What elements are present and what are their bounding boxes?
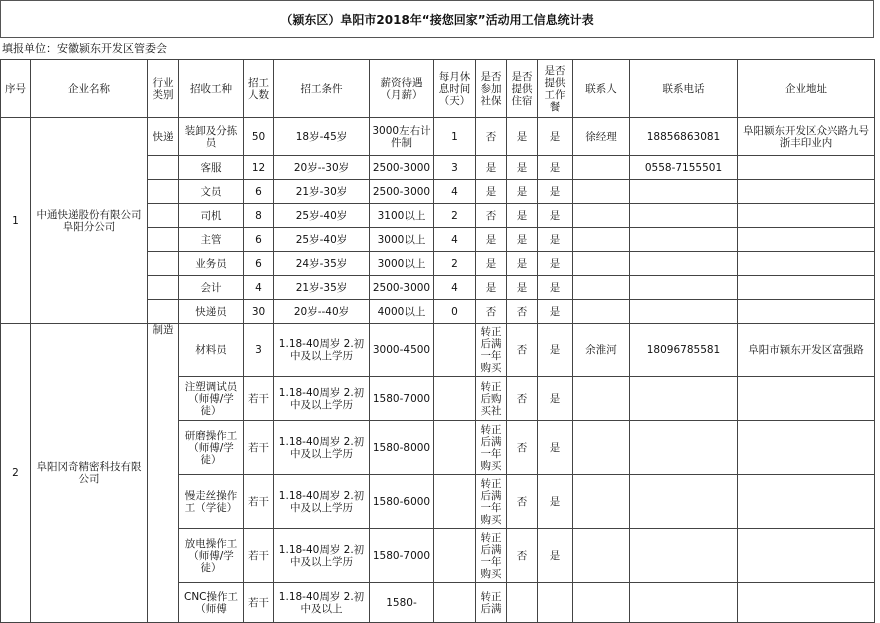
headcount: 若干 (244, 583, 274, 623)
rest-days: 4 (434, 276, 476, 300)
col-header: 薪资待遇（月薪） (370, 60, 434, 118)
social-insurance: 是 (476, 252, 507, 276)
requirements: 25岁-40岁 (274, 228, 370, 252)
requirements: 21岁-35岁 (274, 276, 370, 300)
headcount: 8 (244, 204, 274, 228)
job-title: 客服 (179, 156, 244, 180)
contact-phone: 0558-7155501 (630, 156, 738, 180)
rest-days: 4 (434, 180, 476, 204)
social-insurance: 是 (476, 276, 507, 300)
requirements: 1.18-40周岁 2.初中及以上学历 (274, 377, 370, 421)
salary: 1580-7000 (370, 529, 434, 583)
meals: 是 (538, 529, 573, 583)
salary: 3000左右计件制 (370, 118, 434, 156)
company-address (738, 204, 875, 228)
requirements: 1.18-40周岁 2.初中及以上学历 (274, 324, 370, 377)
housing: 否 (507, 529, 538, 583)
headcount: 若干 (244, 475, 274, 529)
contact-phone (630, 300, 738, 324)
company-address (738, 276, 875, 300)
col-header: 招工人数 (244, 60, 274, 118)
headcount: 6 (244, 228, 274, 252)
contact-person (573, 377, 630, 421)
meals: 是 (538, 204, 573, 228)
salary: 1580- (370, 583, 434, 623)
social-insurance: 转正后满一年购买 (476, 529, 507, 583)
job-title: 装卸及分拣员 (179, 118, 244, 156)
rest-days: 1 (434, 118, 476, 156)
contact-phone (630, 276, 738, 300)
contact-phone: 18856863081 (630, 118, 738, 156)
contact-phone (630, 529, 738, 583)
salary: 3000-4500 (370, 324, 434, 377)
headcount: 若干 (244, 529, 274, 583)
housing: 是 (507, 228, 538, 252)
contact-phone (630, 583, 738, 623)
social-insurance: 转正后满一年购买 (476, 421, 507, 475)
header-row (1, 60, 875, 118)
contact-person (573, 529, 630, 583)
contact-phone (630, 180, 738, 204)
company-address: 阜阳颍东开发区众兴路九号浙丰印业内 (738, 118, 875, 156)
salary: 1580-7000 (370, 377, 434, 421)
requirements: 20岁--40岁 (274, 300, 370, 324)
job-title: 业务员 (179, 252, 244, 276)
company-address (738, 377, 875, 421)
col-header: 企业地址 (738, 60, 875, 118)
contact-person (573, 228, 630, 252)
col-header: 是否参加社保 (476, 60, 507, 118)
housing (507, 583, 538, 623)
rest-days (434, 583, 476, 623)
contact-person (573, 180, 630, 204)
rest-days: 2 (434, 252, 476, 276)
social-insurance: 是 (476, 180, 507, 204)
company-name: 中通快递股份有限公司阜阳分公司 (31, 118, 148, 324)
company-address (738, 180, 875, 204)
recruitment-table (0, 59, 875, 623)
job-title: 文员 (179, 180, 244, 204)
meals: 是 (538, 252, 573, 276)
industry (148, 204, 179, 228)
job-title: 材料员 (179, 324, 244, 377)
col-header: 招收工种 (179, 60, 244, 118)
meals: 是 (538, 228, 573, 252)
contact-person: 余淮河 (573, 324, 630, 377)
social-insurance: 转正后满一年购买 (476, 475, 507, 529)
salary: 3000以上 (370, 228, 434, 252)
requirements: 1.18-40周岁 2.初中及以上学历 (274, 475, 370, 529)
industry (148, 156, 179, 180)
job-title: 注塑调试员（师傅/学徒） (179, 377, 244, 421)
headcount: 6 (244, 252, 274, 276)
salary: 3000以上 (370, 252, 434, 276)
housing: 否 (507, 475, 538, 529)
social-insurance: 转正后满一年购买 (476, 324, 507, 377)
housing: 否 (507, 324, 538, 377)
company-address (738, 228, 875, 252)
salary: 4000以上 (370, 300, 434, 324)
company-address (738, 300, 875, 324)
contact-person (573, 475, 630, 529)
salary: 2500-3000 (370, 276, 434, 300)
col-header: 是否提供住宿 (507, 60, 538, 118)
rest-days (434, 377, 476, 421)
table-row (1, 324, 875, 377)
housing: 是 (507, 180, 538, 204)
meals: 是 (538, 377, 573, 421)
table-row (1, 118, 875, 156)
reporting-unit: 填报单位：安徽颍东开发区管委会 (2, 42, 167, 55)
col-header: 联系人 (573, 60, 630, 118)
social-insurance: 转正后满 (476, 583, 507, 623)
rest-days: 4 (434, 228, 476, 252)
job-title: 放电操作工（师傅/学徒） (179, 529, 244, 583)
job-title: 主管 (179, 228, 244, 252)
headcount: 若干 (244, 421, 274, 475)
rest-days: 0 (434, 300, 476, 324)
job-title: 研磨操作工（师傅/学徒） (179, 421, 244, 475)
salary: 2500-3000 (370, 180, 434, 204)
row-number: 2 (1, 324, 31, 623)
social-insurance: 否 (476, 118, 507, 156)
headcount: 50 (244, 118, 274, 156)
rest-days (434, 475, 476, 529)
contact-phone (630, 377, 738, 421)
social-insurance: 是 (476, 228, 507, 252)
company-address (738, 156, 875, 180)
headcount: 4 (244, 276, 274, 300)
col-header: 企业名称 (31, 60, 148, 118)
job-title: 快递员 (179, 300, 244, 324)
housing: 是 (507, 118, 538, 156)
housing: 是 (507, 204, 538, 228)
company-address (738, 583, 875, 623)
contact-phone (630, 252, 738, 276)
company-address (738, 421, 875, 475)
contact-person (573, 204, 630, 228)
meals: 是 (538, 475, 573, 529)
job-title: CNC操作工（师傅 (179, 583, 244, 623)
rest-days (434, 421, 476, 475)
contact-person (573, 156, 630, 180)
meals: 是 (538, 300, 573, 324)
sheet-title: （颍东区）阜阳市2018年“接您回家”活动用工信息统计表 (0, 0, 874, 38)
salary: 1580-6000 (370, 475, 434, 529)
contact-phone (630, 421, 738, 475)
headcount: 6 (244, 180, 274, 204)
rest-days: 2 (434, 204, 476, 228)
job-title: 慢走丝操作工（学徒） (179, 475, 244, 529)
industry (148, 300, 179, 324)
meals: 是 (538, 276, 573, 300)
requirements: 21岁-30岁 (274, 180, 370, 204)
industry (148, 228, 179, 252)
meals: 是 (538, 118, 573, 156)
salary: 2500-3000 (370, 156, 434, 180)
housing: 是 (507, 276, 538, 300)
housing: 是 (507, 252, 538, 276)
industry (148, 252, 179, 276)
industry: 快递 (148, 118, 179, 156)
meals (538, 583, 573, 623)
rest-days (434, 324, 476, 377)
headcount: 若干 (244, 377, 274, 421)
job-title: 司机 (179, 204, 244, 228)
salary: 3100以上 (370, 204, 434, 228)
meals: 是 (538, 421, 573, 475)
contact-phone (630, 204, 738, 228)
rest-days (434, 529, 476, 583)
contact-person (573, 276, 630, 300)
requirements: 20岁--30岁 (274, 156, 370, 180)
col-header: 每月休息时间（天） (434, 60, 476, 118)
social-insurance: 转正后购买社 (476, 377, 507, 421)
industry (148, 180, 179, 204)
meals: 是 (538, 156, 573, 180)
requirements: 1.18-40周岁 2.初中及以上学历 (274, 529, 370, 583)
industry (148, 276, 179, 300)
rest-days: 3 (434, 156, 476, 180)
job-title: 会计 (179, 276, 244, 300)
salary: 1580-8000 (370, 421, 434, 475)
col-header: 序号 (1, 60, 31, 118)
contact-person (573, 252, 630, 276)
contact-person: 徐经理 (573, 118, 630, 156)
requirements: 25岁-40岁 (274, 204, 370, 228)
contact-phone (630, 475, 738, 529)
contact-phone: 18096785581 (630, 324, 738, 377)
requirements: 1.18-40周岁 2.初中及以上 (274, 583, 370, 623)
social-insurance: 否 (476, 204, 507, 228)
housing: 否 (507, 377, 538, 421)
meals: 是 (538, 324, 573, 377)
col-header: 是否提供工作餐 (538, 60, 573, 118)
requirements: 24岁-35岁 (274, 252, 370, 276)
requirements: 18岁-45岁 (274, 118, 370, 156)
col-header: 联系电话 (630, 60, 738, 118)
meals: 是 (538, 180, 573, 204)
housing: 是 (507, 156, 538, 180)
social-insurance: 否 (476, 300, 507, 324)
contact-person (573, 421, 630, 475)
col-header: 行业类别 (148, 60, 179, 118)
company-name: 阜阳冈奇精密科技有限公司 (31, 324, 148, 623)
social-insurance: 是 (476, 156, 507, 180)
housing: 否 (507, 300, 538, 324)
headcount: 12 (244, 156, 274, 180)
company-address (738, 252, 875, 276)
headcount: 3 (244, 324, 274, 377)
company-address: 阜阳市颍东开发区富强路 (738, 324, 875, 377)
housing: 否 (507, 421, 538, 475)
contact-person (573, 300, 630, 324)
headcount: 30 (244, 300, 274, 324)
company-address (738, 475, 875, 529)
industry: 制造 (148, 324, 179, 623)
row-number: 1 (1, 118, 31, 324)
col-header: 招工条件 (274, 60, 370, 118)
requirements: 1.18-40周岁 2.初中及以上学历 (274, 421, 370, 475)
company-address (738, 529, 875, 583)
contact-phone (630, 228, 738, 252)
contact-person (573, 583, 630, 623)
